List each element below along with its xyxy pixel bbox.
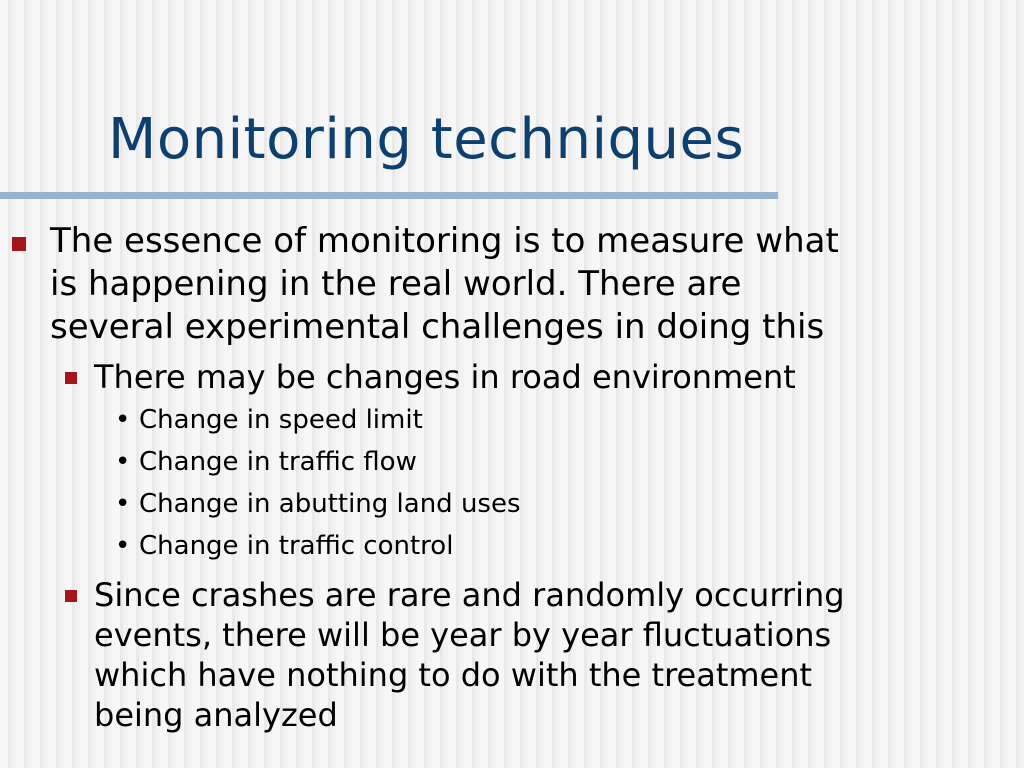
bullet-text-line: is happening in the real world. There are (50, 264, 742, 304)
bullet-level3-abutting-land-uses (0, 487, 1024, 521)
bullet-text-line: Change in abutting land uses (139, 489, 521, 519)
bullet-text-line: being analyzed (94, 696, 338, 734)
bullet-text-line: The essence of monitoring is to measure what (50, 221, 839, 261)
bullet-text-line: There may be changes in road environment (94, 358, 796, 396)
square-bullet-icon (12, 237, 26, 251)
bullet-text-line: events, there will be year by year fluctuations (94, 616, 832, 654)
bullet-level3-traffic-flow (0, 445, 1024, 479)
bullet-text-line: Change in speed limit (139, 405, 423, 435)
bullet-level2-road-environment (0, 357, 1024, 397)
slide-title: Monitoring techniques (108, 107, 745, 172)
dot-bullet-icon: • (115, 405, 131, 435)
bullet-text-line: Change in traffic flow (139, 447, 417, 477)
square-bullet-icon (65, 590, 77, 602)
title-underline (0, 192, 778, 199)
bullet-text-line: Change in traffic control (139, 531, 454, 561)
bullet-text-line: several experimental challenges in doing this (50, 307, 825, 347)
dot-bullet-icon: • (115, 447, 131, 477)
square-bullet-icon (65, 372, 77, 384)
bullet-level3-traffic-control (0, 529, 1024, 563)
bullet-text-line: Since crashes are rare and randomly occurring (94, 576, 845, 614)
dot-bullet-icon: • (115, 489, 131, 519)
slide-body (0, 220, 1024, 735)
bullet-level3-speed-limit (0, 403, 1024, 437)
bullet-level1-monitoring-essence (0, 220, 1024, 349)
bullet-level2-crash-fluctuations (0, 575, 1024, 735)
bullet-text-line: which have nothing to do with the treatment (94, 656, 813, 694)
dot-bullet-icon: • (115, 531, 131, 561)
